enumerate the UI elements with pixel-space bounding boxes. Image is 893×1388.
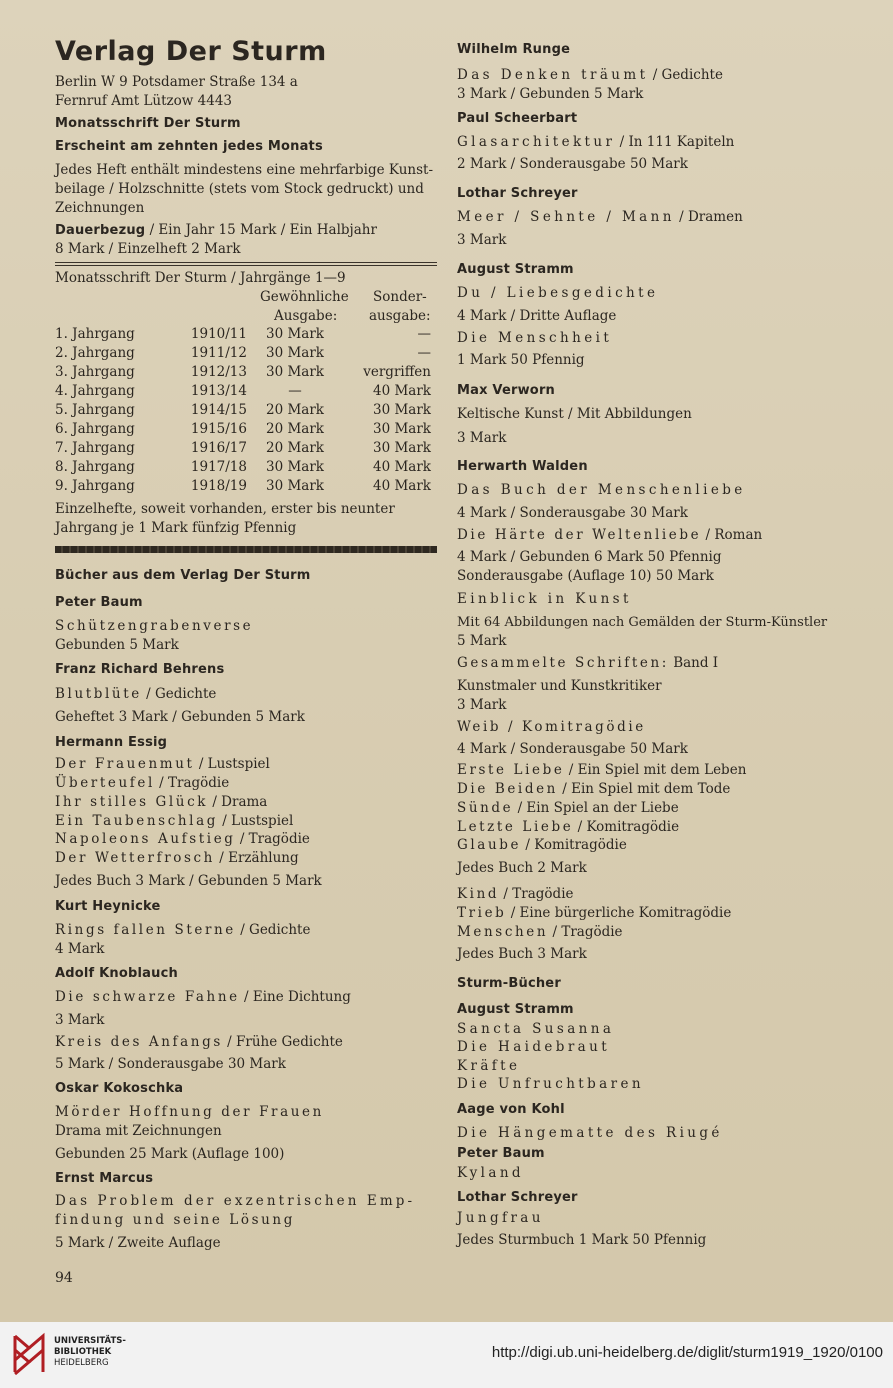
author-baum: Peter Baum xyxy=(55,595,143,610)
magazine-title: Monatsschrift Der Sturm xyxy=(55,116,241,131)
volume-name: 2. Jahrgang xyxy=(55,344,135,361)
book-title: Die Härte der Weltenliebe xyxy=(457,527,702,543)
volume-name: 6. Jahrgang xyxy=(55,420,135,437)
special-price: 40 Mark xyxy=(373,458,431,475)
volume-years: 1914/15 xyxy=(190,401,247,418)
book-price-special: Sonderausgabe (Auflage 10) 50 Mark xyxy=(457,568,714,584)
book-line xyxy=(457,780,730,799)
normal-price: 20 Mark xyxy=(266,439,324,456)
magazine-desc-3: Zeichnungen xyxy=(55,200,145,216)
subscription-line xyxy=(55,221,377,240)
volume-years: 1918/19 xyxy=(190,477,247,494)
book-title: Letzte Liebe xyxy=(457,819,574,835)
book-title: Kyland xyxy=(457,1165,524,1181)
book-line xyxy=(55,830,310,849)
book-genre: / Ein Spiel mit dem Tode xyxy=(557,781,731,797)
book-title: Der Frauenmut xyxy=(55,756,195,772)
book-line xyxy=(457,885,574,904)
book-title: Die schwarze Fahne xyxy=(55,989,240,1005)
address-line: Berlin W 9 Potsdamer Straße 134 a xyxy=(55,74,298,90)
book-genre: / Erzählung xyxy=(214,850,299,866)
thick-divider xyxy=(55,546,437,553)
book-price: Geheftet 3 Mark / Gebunden 5 Mark xyxy=(55,709,305,725)
book-line xyxy=(55,774,229,793)
volume-years: 1917/18 xyxy=(190,458,247,475)
volumes-heading: Monatsschrift Der Sturm / Jahrgänge 1—9 xyxy=(55,270,346,286)
book-title: Blutblüte xyxy=(55,686,142,702)
book-price: 3 Mark xyxy=(55,1012,105,1028)
special-price: 30 Mark xyxy=(373,420,431,437)
book-genre: / In 111 Kapiteln xyxy=(615,134,735,150)
author-verworn: Max Verworn xyxy=(457,383,556,398)
book-price: 4 Mark / Sonderausgabe 50 Mark xyxy=(457,741,688,757)
book-price: Jedes Buch 3 Mark / Gebunden 5 Mark xyxy=(55,873,322,889)
book-genre: / Eine bürgerliche Komitragödie xyxy=(506,905,732,921)
normal-price: 30 Mark xyxy=(266,325,324,342)
special-price: 30 Mark xyxy=(373,439,431,456)
book-price: 3 Mark xyxy=(457,697,507,713)
volume-name: 3. Jahrgang xyxy=(55,363,135,380)
book-genre: / Drama xyxy=(208,794,268,810)
normal-price: 20 Mark xyxy=(266,401,324,418)
book-line xyxy=(457,208,743,227)
col-head-special: Sonder- xyxy=(373,289,427,305)
book-title: Einblick in Kunst xyxy=(457,591,632,607)
volume-years: 1913/14 xyxy=(190,382,247,399)
book-title: Mörder Hoffnung der Frauen xyxy=(55,1104,324,1120)
book-title: Gesammelte Schriften: xyxy=(457,655,669,671)
book-line xyxy=(457,526,762,545)
book-genre: / Roman xyxy=(701,527,763,543)
book-title: Die Beiden xyxy=(457,781,558,797)
author-essig: Hermann Essig xyxy=(55,735,168,750)
book-genre: / Ein Spiel mit dem Leben xyxy=(564,762,747,778)
book-line xyxy=(457,836,627,855)
author-schreyer: Lothar Schreyer xyxy=(457,186,578,201)
book-price: 5 Mark xyxy=(457,633,507,649)
special-price: — xyxy=(417,344,431,361)
book-genre: / Komitragödie xyxy=(521,837,627,853)
book-genre: / Dramen xyxy=(674,209,743,225)
book-title: Glaube xyxy=(457,837,522,853)
book-genre: / Tragödie xyxy=(235,831,310,847)
volume-years: 1915/16 xyxy=(190,420,247,437)
author-marcus: Ernst Marcus xyxy=(55,1171,154,1186)
book-genre: / Gedichte xyxy=(648,67,723,83)
volume-row xyxy=(55,324,431,343)
magazine-frequency: Erscheint am zehnten jedes Monats xyxy=(55,139,323,154)
book-genre: / Lustspiel xyxy=(194,756,270,772)
volume-name: 5. Jahrgang xyxy=(55,401,135,418)
book-price: 4 Mark / Dritte Auflage xyxy=(457,308,617,324)
book-desc: Drama mit Zeichnungen xyxy=(55,1123,222,1139)
book-genre: / Gedichte xyxy=(141,686,217,702)
page-number: 94 xyxy=(55,1270,73,1286)
book-title: Du / Liebesgedichte xyxy=(457,285,659,301)
book-line xyxy=(55,685,216,704)
book-line xyxy=(55,849,299,868)
volume-name: 7. Jahrgang xyxy=(55,439,135,456)
author-knoblauch: Adolf Knoblauch xyxy=(55,966,178,981)
book-line xyxy=(457,818,679,837)
publisher-title: Verlag Der Sturm xyxy=(55,36,327,67)
author-runge: Wilhelm Runge xyxy=(457,42,571,57)
books-heading: Bücher aus dem Verlag Der Sturm xyxy=(55,568,311,583)
author-heynicke: Kurt Heynicke xyxy=(55,899,161,914)
book-title: Die Menschheit xyxy=(457,330,613,346)
book-price: 3 Mark / Gebunden 5 Mark xyxy=(457,86,644,102)
book-genre: / Komitragödie xyxy=(573,819,680,835)
volume-years: 1911/12 xyxy=(190,344,247,361)
book-line xyxy=(55,1033,343,1052)
book-genre: / Eine Dichtung xyxy=(239,989,351,1005)
book-price: Gebunden 25 Mark (Auflage 100) xyxy=(55,1146,285,1162)
book-desc: Mit 64 Abbildungen nach Gemälden der Sturm-Künstler xyxy=(457,615,828,630)
book-price: 5 Mark / Sonderausgabe 30 Mark xyxy=(55,1056,286,1072)
book-title: Das Buch der Menschenliebe xyxy=(457,482,746,498)
book-title: Der Wetterfrosch xyxy=(55,850,215,866)
subscription-prices: / Ein Jahr 15 Mark / Ein Halbjahr xyxy=(145,222,377,238)
book-title: Menschen xyxy=(457,924,549,940)
book-genre: / Frühe Gedichte xyxy=(222,1034,343,1050)
footer-bar xyxy=(0,1322,893,1388)
book-title: Keltische Kunst / Mit Abbildungen xyxy=(457,406,692,422)
magazine-desc-2: beilage / Holzschnitte (stets vom Stock gedruckt) und xyxy=(55,181,424,197)
book-price: 3 Mark xyxy=(457,430,507,446)
special-price: 40 Mark xyxy=(373,382,431,399)
author-stramm-2: August Stramm xyxy=(457,1002,574,1017)
book-title: Das Problem der exzentrischen Emp- xyxy=(55,1193,416,1209)
book-title: Sancta Susanna xyxy=(457,1021,615,1037)
book-title: Überteufel xyxy=(55,775,155,791)
book-line xyxy=(55,988,351,1007)
book-price: 4 Mark / Sonderausgabe 30 Mark xyxy=(457,505,688,521)
book-genre: / Tragödie xyxy=(154,775,230,791)
subscription-label: Dauerbezug xyxy=(55,223,146,238)
volume-name: 1. Jahrgang xyxy=(55,325,135,342)
volume-row xyxy=(55,476,431,495)
book-genre: / Gedichte xyxy=(235,922,311,938)
single-issues-line-1: Einzelhefte, soweit vorhanden, erster bis neunter xyxy=(55,501,395,517)
library-name-line-3: HEIDELBERG xyxy=(54,1358,109,1368)
author-kokoschka: Oskar Kokoschka xyxy=(55,1081,184,1096)
volume-row xyxy=(55,400,431,419)
volume-row xyxy=(55,419,431,438)
book-title: Jungfrau xyxy=(457,1210,544,1226)
volume-row xyxy=(55,457,431,476)
book-line xyxy=(457,904,731,923)
book-price: Jedes Buch 3 Mark xyxy=(457,946,587,962)
normal-price: 30 Mark xyxy=(266,363,324,380)
magazine-desc-1: Jedes Heft enthält mindestens eine mehrfarbige Kunst- xyxy=(55,162,434,178)
book-price: 4 Mark / Gebunden 6 Mark 50 Pfennig xyxy=(457,549,722,565)
special-price: 40 Mark xyxy=(373,477,431,494)
book-genre: / Tragödie xyxy=(499,886,574,902)
book-line xyxy=(457,133,734,152)
normal-price: 30 Mark xyxy=(266,344,324,361)
book-line xyxy=(457,761,746,780)
book-genre: / Lustspiel xyxy=(217,813,294,829)
book-line xyxy=(457,923,623,942)
normal-price: 20 Mark xyxy=(266,420,324,437)
book-title: Die Hängematte des Riugé xyxy=(457,1125,723,1141)
book-title: Glasarchitektur xyxy=(457,134,616,150)
special-price: vergriffen xyxy=(363,363,431,380)
col-head-special-2: ausgabe: xyxy=(369,308,431,324)
book-price: 5 Mark / Zweite Auflage xyxy=(55,1235,221,1251)
volume-name: 8. Jahrgang xyxy=(55,458,135,475)
book-title: Napoleons Aufstieg xyxy=(55,831,236,847)
volume-years: 1912/13 xyxy=(190,363,247,380)
book-line xyxy=(457,66,723,85)
single-issues-line-2: Jahrgang je 1 Mark fünfzig Pfennig xyxy=(55,520,297,536)
book-genre: / Tragödie xyxy=(548,924,623,940)
volume-name: 9. Jahrgang xyxy=(55,477,135,494)
book-title: Rings fallen Sterne xyxy=(55,922,236,938)
library-name-line-2: BIBLIOTHEK xyxy=(54,1347,112,1357)
book-title: Trieb xyxy=(457,905,507,921)
author-schreyer-2: Lothar Schreyer xyxy=(457,1190,578,1205)
book-price: 3 Mark xyxy=(457,232,507,248)
volume-row xyxy=(55,438,431,457)
volume-row xyxy=(55,343,431,362)
book-line xyxy=(457,654,718,673)
subscription-line-2: 8 Mark / Einzelheft 2 Mark xyxy=(55,241,241,257)
col-head-normal-2: Ausgabe: xyxy=(274,308,338,324)
col-head-normal: Gewöhnliche xyxy=(260,289,349,305)
book-title: Sünde xyxy=(457,800,514,816)
author-kohl: Aage von Kohl xyxy=(457,1102,565,1117)
author-walden: Herwarth Walden xyxy=(457,459,588,474)
book-subtitle: Kunstmaler und Kunstkritiker xyxy=(457,678,662,694)
author-baum-2: Peter Baum xyxy=(457,1146,545,1161)
volume-row xyxy=(55,381,431,400)
phone-line: Fernruf Amt Lützow 4443 xyxy=(55,93,232,109)
book-line xyxy=(55,812,293,831)
book-line xyxy=(457,799,679,818)
library-name-line-1: UNIVERSITÄTS- xyxy=(54,1336,126,1346)
author-behrens: Franz Richard Behrens xyxy=(55,662,225,677)
book-title: Das Denken träumt xyxy=(457,67,649,83)
book-genre: / Ein Spiel an der Liebe xyxy=(513,800,679,816)
book-price: Gebunden 5 Mark xyxy=(55,637,179,653)
volume-years: 1916/17 xyxy=(190,439,247,456)
sturm-books-heading: Sturm-Bücher xyxy=(457,976,561,991)
book-line xyxy=(55,921,310,940)
book-volume: Band I xyxy=(668,655,719,671)
book-price: Jedes Buch 2 Mark xyxy=(457,860,587,876)
library-logo-icon xyxy=(12,1332,46,1376)
normal-price: 30 Mark xyxy=(266,477,324,494)
source-url[interactable]: http://digi.ub.uni-heidelberg.de/diglit/sturm1919_1920/0100 xyxy=(491,1344,883,1361)
book-price: 1 Mark 50 Pfennig xyxy=(457,352,585,368)
book-title-2: findung und seine Lösung xyxy=(55,1212,295,1228)
normal-price: 30 Mark xyxy=(266,458,324,475)
volume-row xyxy=(55,362,431,381)
book-title: Kind xyxy=(457,886,500,902)
book-title: Die Haidebraut xyxy=(457,1039,611,1055)
special-price: 30 Mark xyxy=(373,401,431,418)
book-line xyxy=(55,755,270,774)
book-title: Ein Taubenschlag xyxy=(55,813,218,829)
normal-price: — xyxy=(288,382,302,399)
divider xyxy=(55,262,437,263)
book-title: Meer / Sehnte / Mann xyxy=(457,209,675,225)
volumes-table xyxy=(55,324,431,495)
sturmbook-price: Jedes Sturmbuch 1 Mark 50 Pfennig xyxy=(457,1232,707,1248)
book-price: 4 Mark xyxy=(55,941,105,957)
book-price: 2 Mark / Sonderausgabe 50 Mark xyxy=(457,156,688,172)
book-title: Kräfte xyxy=(457,1058,521,1074)
book-title: Kreis des Anfangs xyxy=(55,1034,223,1050)
book-line xyxy=(55,793,267,812)
book-title: Erste Liebe xyxy=(457,762,565,778)
special-price: — xyxy=(417,325,431,342)
book-title: Schützengrabenverse xyxy=(55,618,254,634)
library-name xyxy=(54,1336,126,1369)
author-scheerbart: Paul Scheerbart xyxy=(457,111,578,126)
volume-name: 4. Jahrgang xyxy=(55,382,135,399)
volume-years: 1910/11 xyxy=(190,325,247,342)
book-title: Weib / Komitragödie xyxy=(457,719,646,735)
author-stramm: August Stramm xyxy=(457,262,574,277)
book-title: Ihr stilles Glück xyxy=(55,794,209,810)
book-title: Die Unfruchtbaren xyxy=(457,1076,644,1092)
divider xyxy=(55,265,437,266)
